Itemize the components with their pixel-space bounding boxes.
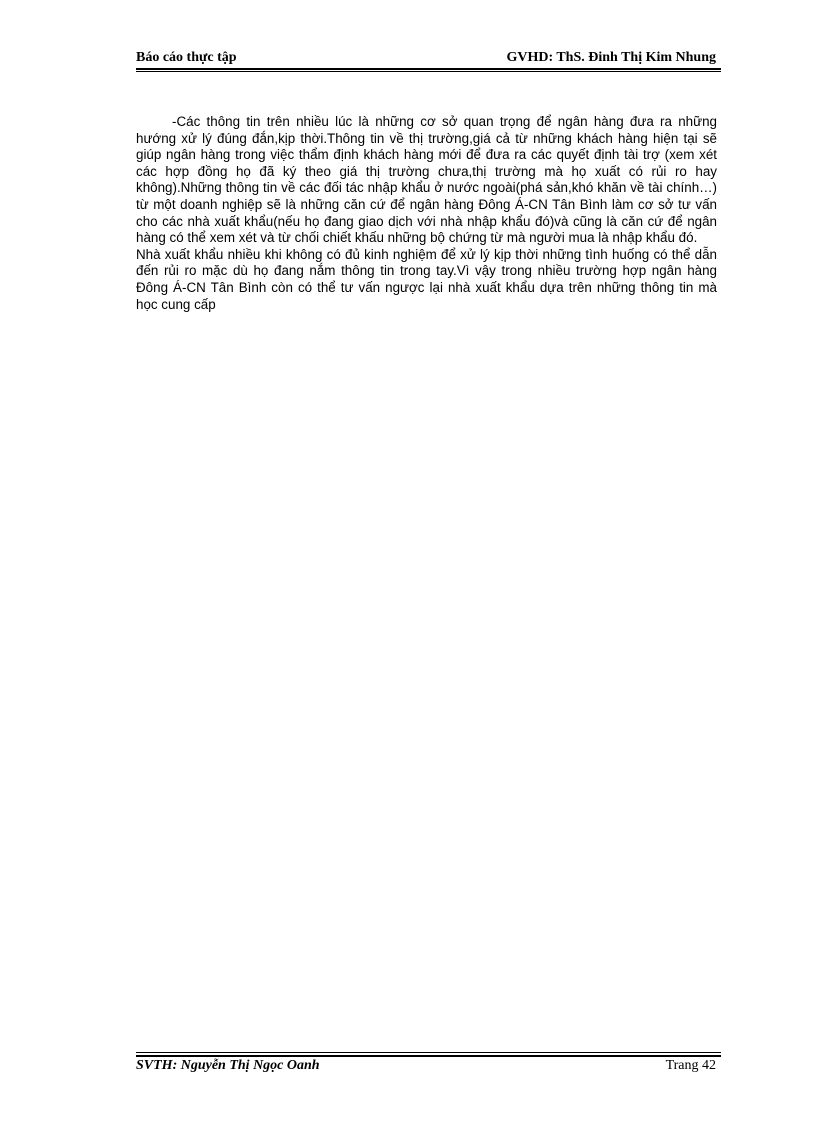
footer-student-name: SVTH: Nguyễn Thị Ngọc Oanh (136, 1058, 320, 1073)
paragraph-1: -Các thông tin trên nhiều lúc là những cơ sở quan trọng để ngân hàng đưa ra những hướng xử lý đúng đắn,kịp thời.Thông tin về thị trường,giá cả từ những khách hàng hiện tại sẽ giúp ngân hàng trong việc thẩm định khách hàng mới để đưa ra các quyết định tài trợ (xem xét các hợp đồng họ đã ký theo giá thị trường chưa,thị trường mà họ xuất có rủi ro hay không).Những thông tin về các đối tác nhập khẩu ở nước ngoài(phá sản,khó khăn về tài chính…) từ một doanh nghiệp sẽ là những căn cứ để ngân hàng Đông Á-CN Tân Bình làm cơ sở tư vấn cho các nhà xuất khẩu(nếu họ đang giao dịch với nhà nhập khẩu đó)và cũng là căn cứ để ngân hàng có thể xem xét và từ chối chiết khấu những bộ chứng từ mà người mua là nhập khẩu đó. (136, 114, 717, 246)
header-supervisor: GVHD: ThS. Đinh Thị Kim Nhung (506, 50, 716, 65)
paragraph-2: Nhà xuất khẩu nhiều khi không có đủ kinh nghiệm để xử lý kịp thời những tình huống có thể dẫn đến rủi ro mặc dù họ đang nắm thông tin trong tay.Vì vậy trong nhiều trường hợp ngân hàng Đông Á-CN Tân Bình còn có thể tư vấn ngược lại nhà xuất khẩu dựa trên những thông tin mà học cung cấp (136, 246, 717, 312)
page-footer (136, 1058, 716, 1078)
header-divider-thin (136, 71, 721, 72)
footer-divider-thin (136, 1052, 721, 1053)
body-content (136, 114, 717, 313)
footer-page-number: Trang 42 (665, 1058, 716, 1073)
header-divider (136, 68, 721, 70)
page-header (136, 50, 720, 68)
header-report-title: Báo cáo thực tập (136, 50, 237, 65)
footer-divider (136, 1055, 721, 1057)
